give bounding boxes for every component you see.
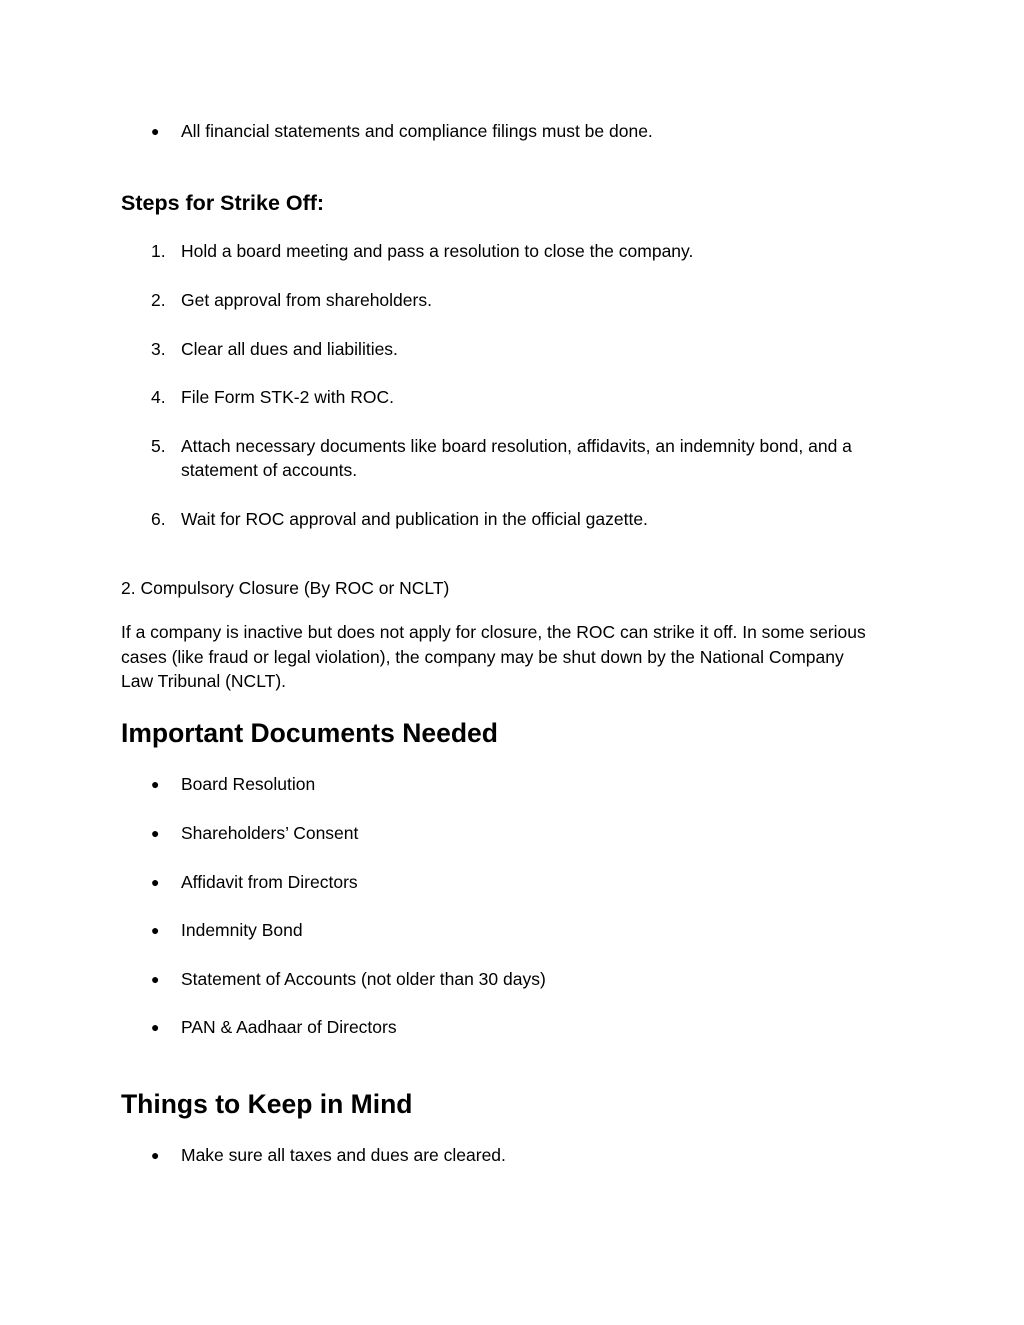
bullet-glyph: ● — [151, 874, 160, 890]
step-text: Hold a board meeting and pass a resolution to close the company. — [181, 241, 694, 261]
step-text: Get approval from shareholders. — [181, 290, 432, 310]
step-number: 3. — [151, 339, 166, 359]
steps-heading: Steps for Strike Off: — [121, 191, 325, 215]
bullet-glyph: ● — [151, 123, 160, 139]
keep-in-mind-heading: Things to Keep in Mind — [121, 1089, 413, 1119]
list-item-text: Shareholders’ Consent — [181, 823, 359, 843]
step-text: File Form STK-2 with ROC. — [181, 387, 394, 407]
paragraph-line: If a company is inactive but does not apply for closure, the ROC can strike it off. In some serious — [121, 622, 866, 642]
bullet-glyph: ● — [151, 1019, 160, 1035]
step-number: 5. — [151, 436, 166, 456]
list-item-text: Statement of Accounts (not older than 30 days) — [181, 969, 546, 989]
paragraph-line: cases (like fraud or legal violation), the company may be shut down by the National Company — [121, 647, 844, 667]
step-number: 4. — [151, 387, 166, 407]
bullet-glyph: ● — [151, 971, 160, 987]
step-number: 1. — [151, 241, 166, 261]
step-text-line-1: Attach necessary documents like board resolution, affidavits, an indemnity bond, and a — [181, 436, 852, 456]
list-item-text: PAN & Aadhaar of Directors — [181, 1017, 397, 1037]
step-number: 6. — [151, 509, 166, 529]
bullet-glyph: ● — [151, 776, 160, 792]
list-item-text: Board Resolution — [181, 774, 316, 794]
list-item-text: Affidavit from Directors — [181, 872, 358, 892]
step-text: Wait for ROC approval and publication in the official gazette. — [181, 509, 648, 529]
bullet-glyph: ● — [151, 1147, 160, 1163]
compulsory-closure-heading: 2. Compulsory Closure (By ROC or NCLT) — [121, 578, 450, 598]
bullet-glyph: ● — [151, 922, 160, 938]
list-item-text: Indemnity Bond — [181, 920, 303, 940]
bullet-glyph: ● — [151, 825, 160, 841]
step-number: 2. — [151, 290, 166, 310]
list-item-text: Make sure all taxes and dues are cleared. — [181, 1145, 506, 1165]
documents-heading: Important Documents Needed — [121, 718, 498, 748]
step-text: Clear all dues and liabilities. — [181, 339, 398, 359]
paragraph-line: Law Tribunal (NCLT). — [121, 671, 287, 691]
list-item-text: All financial statements and compliance filings must be done. — [181, 121, 653, 141]
step-text-line-2: statement of accounts. — [181, 460, 358, 480]
